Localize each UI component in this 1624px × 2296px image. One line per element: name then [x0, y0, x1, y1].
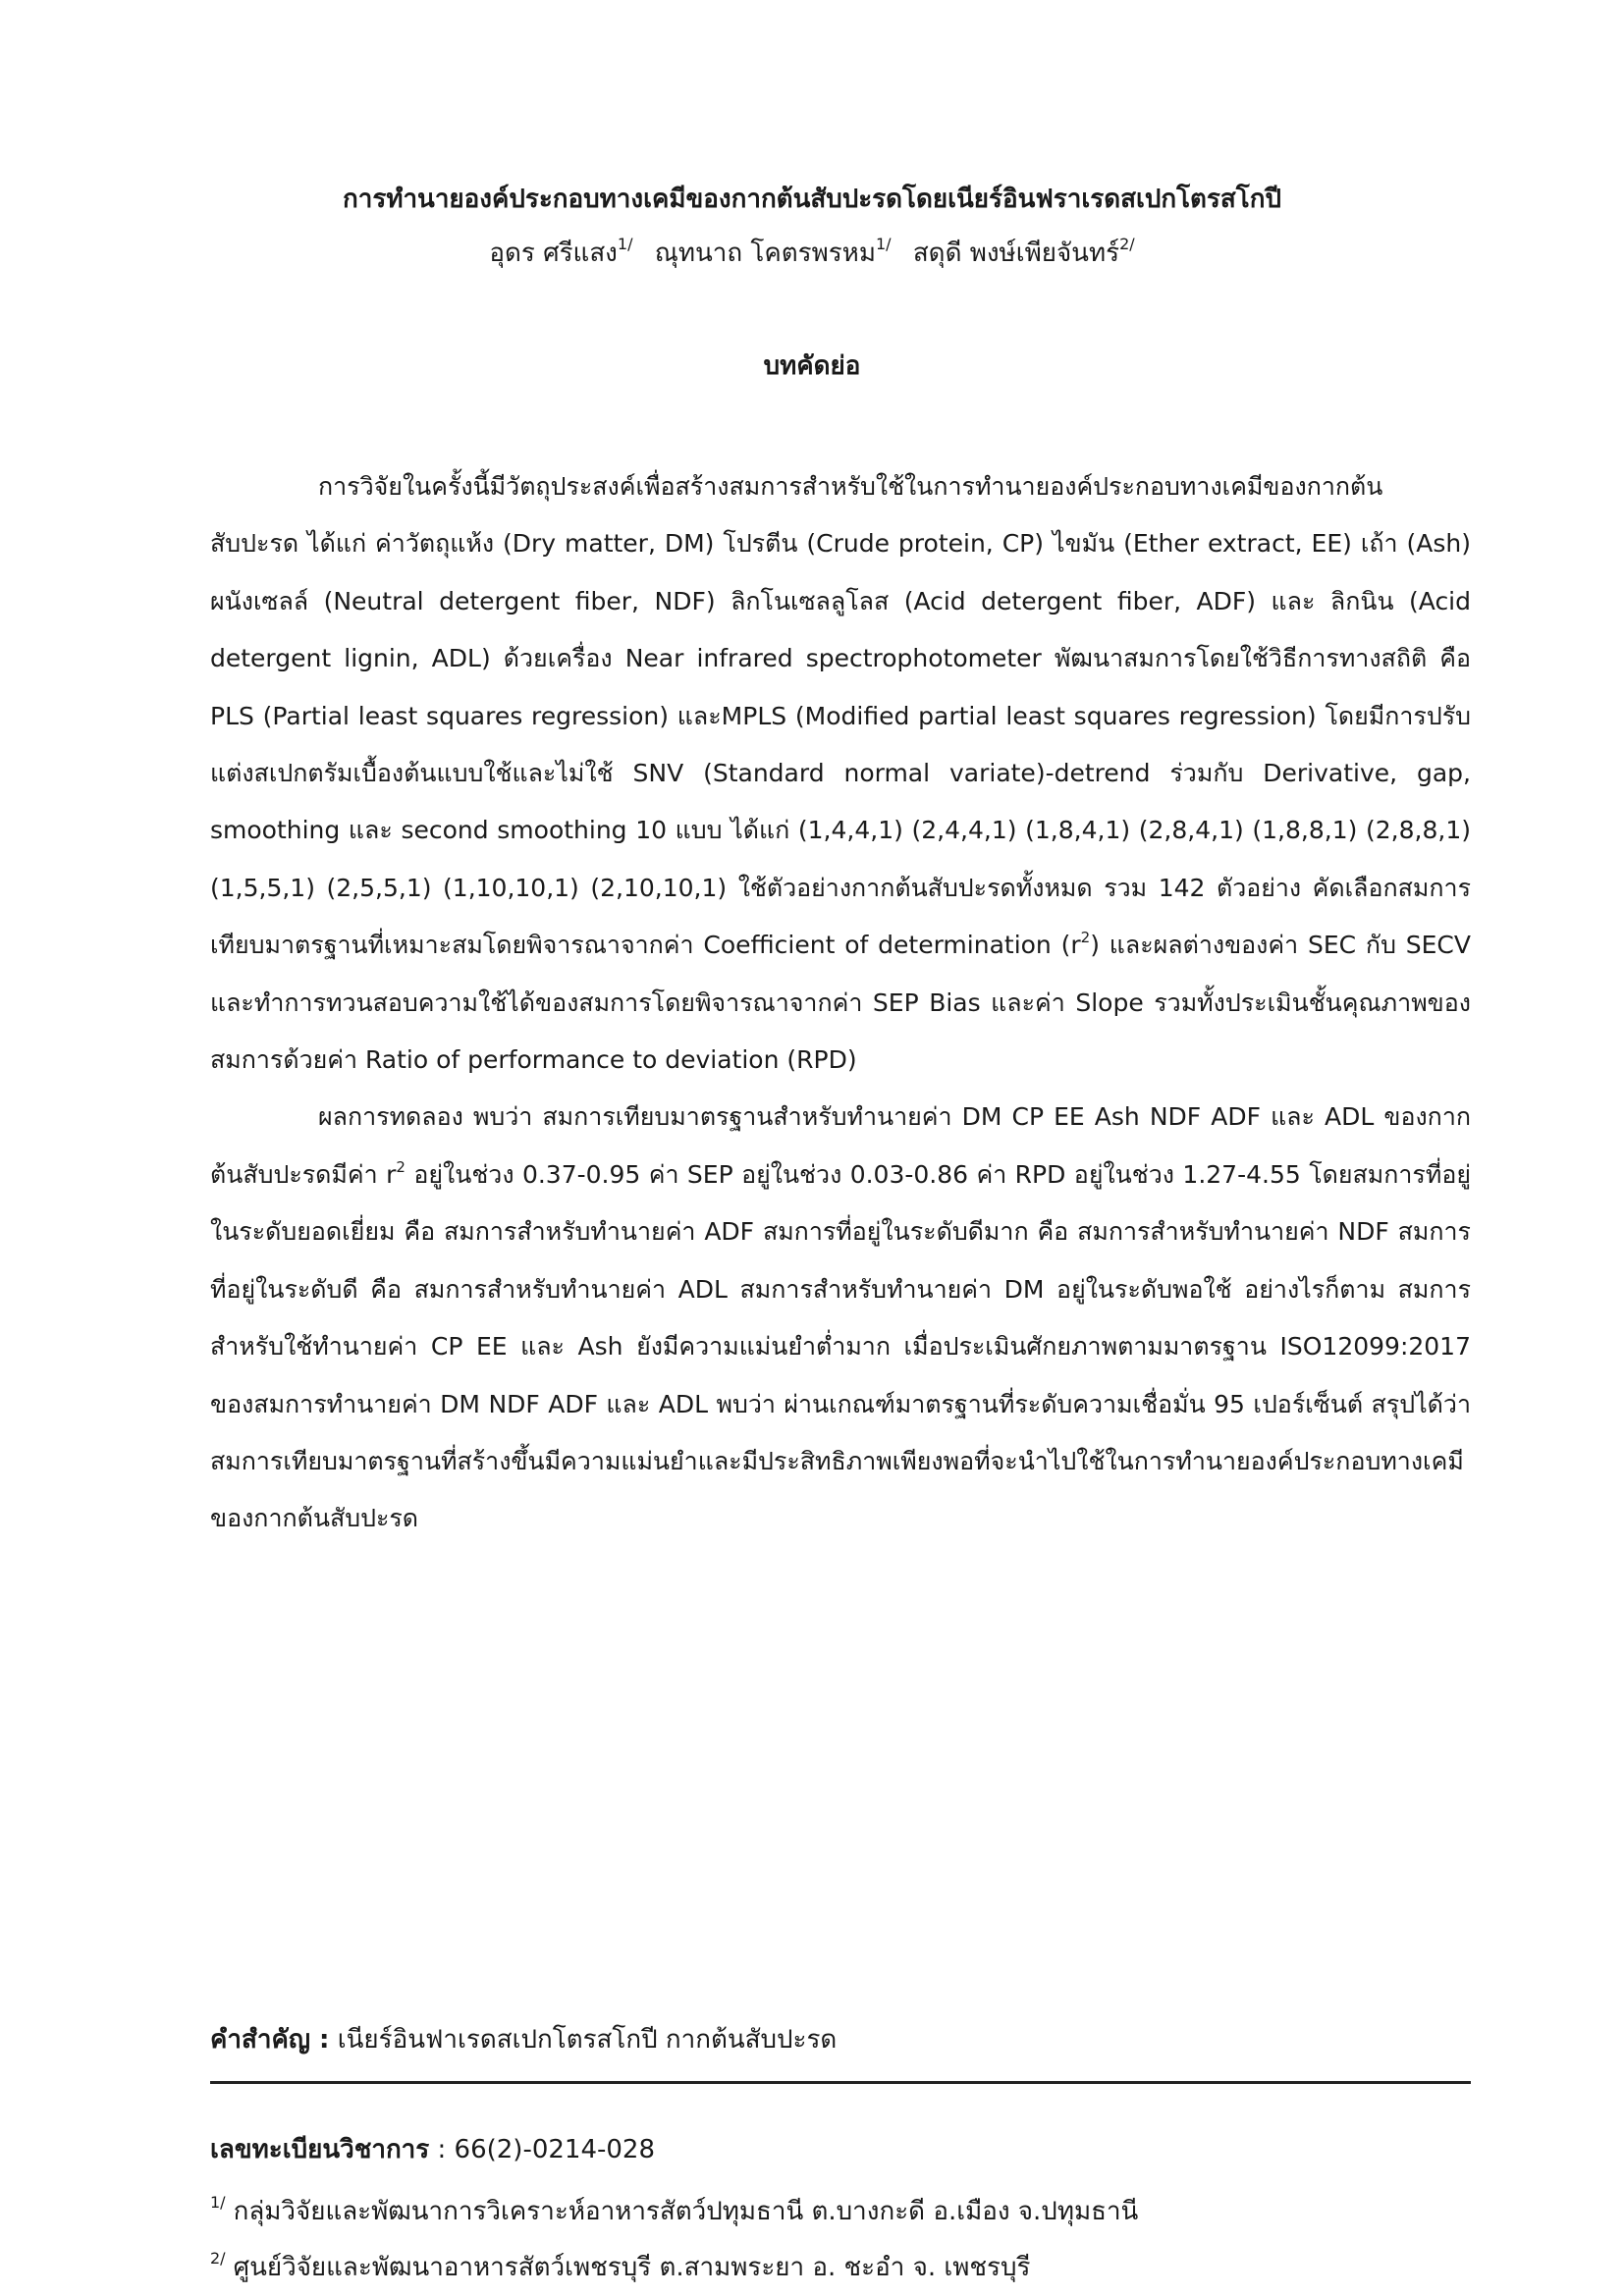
footnote [210, 2192, 1138, 2231]
keywords-line [210, 2020, 837, 2059]
registration-label: เลขทะเบียนวิชาการ [210, 2135, 430, 2164]
abstract-text: ผลการทดลอง พบว่า สมการเทียบมาตรฐานสำหรับทำนายค่า DM CP EE Ash NDF ADF และ ADL ของกากต้นสับปะรดมีค่า r [210, 1102, 1471, 1189]
superscript: 2 [396, 1157, 406, 1176]
abstract-text: การวิจัยในครั้งนี้มีวัตถุประสงค์เพื่อสร้างสมการสำหรับใช้ในการทำนายองค์ประกอบทางเคมีของกากต้นสับปะรด ได้แก่ ค่าวัตถุแห้ง (Dry matter, DM) โปรตีน (Crude protein, CP) ไขมัน (Ether extract, EE) เถ้า (Ash) ผนังเซลล์ (Neutral detergent fiber, NDF) ลิกโนเซลลูโลส (Acid detergent fiber, ADF) และ ลิกนิน (Acid detergent lignin, ADL) ด้วยเครื่อง Near infrared spectrophotometer พัฒนาสมการโดยใช้วิธีการทางสถิติ คือ PLS (Partial least squares regression) และMPLS (Modified partial least squares regression) โดยมีการปรับแต่งสเปกตรัมเบื้องต้นแบบใช้และไม่ใช้ SNV (Standard normal variate)-detrend ร่วมกับ Derivative, gap, smoothing และ second smoothing 10 แบบ ได้แก่ (1,4,4,1) (2,4,4,1) (1,8,4,1) (2,8,4,1) (1,8,8,1) (2,8,8,1) (1,5,5,1) (2,5,5,1) (1,10,10,1) (2,10,10,1) ใช้ตัวอย่างกากต้นสับปะรดทั้งหมด รวม 142 ตัวอย่าง คัดเลือกสมการเทียบมาตรฐานที่เหมาะสมโดยพิจารณาจากค่า Coefficient of determination (r [210, 472, 1471, 960]
affiliation-mark: 1/ [617, 235, 633, 253]
footnote-text: กลุ่มวิจัยและพัฒนาการวิเคราะห์อาหารสัตว์ปทุมธานี ต.บางกะดี อ.เมือง จ.ปทุมธานี [233, 2197, 1139, 2226]
affiliation-mark: 1/ [875, 235, 892, 253]
keywords-label: คำสำคัญ : [210, 2025, 330, 2055]
paper-title: การทำนายองค์ประกอบทางเคมีของกากต้นสับปะรดโดยเนียร์อินฟราเรดสเปกโตรสโกปี [343, 185, 1281, 214]
superscript: 2 [1080, 929, 1091, 947]
author-name: อุดร ศรีแสง [489, 239, 618, 268]
registration-line [210, 2130, 655, 2169]
affiliation-mark: 2/ [1119, 235, 1135, 253]
footnote [210, 2248, 1030, 2287]
footnote-mark: 2/ [210, 2249, 226, 2268]
abstract-text: อยู่ในช่วง 0.37-0.95 ค่า SEP อยู่ในช่วง 0.03-0.86 ค่า RPD อยู่ในช่วง 1.27-4.55 โดยสมการที่อยู่ในระดับยอดเยี่ยม คือ สมการสำหรับทำนายค่า ADF สมการที่อยู่ในระดับดีมาก คือ สมการสำหรับทำนายค่า NDF สมการที่อยู่ในระดับดี คือ สมการสำหรับทำนายค่า ADL สมการสำหรับทำนายค่า DM อยู่ในระดับพอใช้ อย่างไรก็ตาม สมการสำหรับใช้ทำนายค่า CP EE และ Ash ยังมีความแม่นยำต่ำมาก เมื่อประเมินศักยภาพตามมาตรฐาน ISO12099:2017 ของสมการทำนายค่า DM NDF ADF และ ADL พบว่า ผ่านเกณฑ์มาตรฐานที่ระดับความเชื่อมั่น 95 เปอร์เซ็นต์ สรุปได้ว่า สมการเทียบมาตรฐานที่สร้างขึ้นมีความแม่นยำและมีประสิทธิภาพเพียงพอที่จะนำไปใช้ในการทำนายองค์ประกอบทางเคมีของกากต้นสับปะรด [210, 1159, 1471, 1533]
divider [210, 2081, 1471, 2084]
footnote-text: ศูนย์วิจัยและพัฒนาอาหารสัตว์เพชรบุรี ต.สามพระยา อ. ชะอำ จ. เพชรบุรี [233, 2253, 1031, 2282]
registration-value: : 66(2)-0214-028 [437, 2135, 656, 2164]
abstract-paragraph [210, 458, 1471, 1089]
abstract-text: ) และผลต่างของค่า SEC กับ SECV และทำการทวนสอบความใช้ได้ของสมการโดยพิจารณาจากค่า SEP Bias และค่า Slope รวมทั้งประเมินชั้นคุณภาพของสมการด้วยค่า Ratio of performance to deviation (RPD) [210, 931, 1471, 1075]
author-name: ณุทนาถ โคตรพรหม [654, 239, 876, 268]
abstract-body [210, 458, 1471, 1548]
author-line [0, 234, 1624, 273]
footnote-mark: 1/ [210, 2193, 226, 2212]
author-name: สดุดี พงษ์เพียจันทร์ [912, 239, 1120, 268]
keywords-value: เนียร์อินฟาเรดสเปกโตรสโกปี กากต้นสับปะรด [337, 2025, 838, 2055]
abstract-heading: บทคัดย่อ [763, 351, 861, 381]
abstract-paragraph [210, 1089, 1471, 1547]
